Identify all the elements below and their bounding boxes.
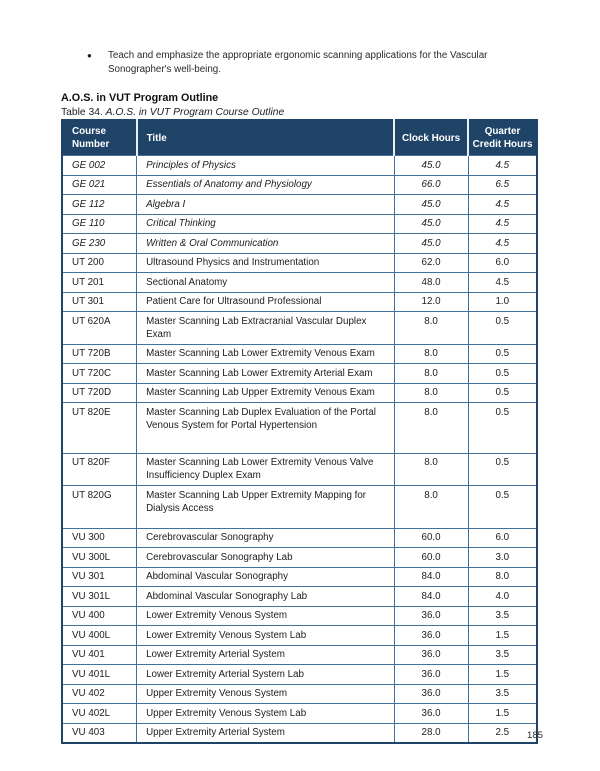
course-number-cell: GE 002 [62, 156, 137, 176]
bullet-text: Teach and emphasize the appropriate ergonomic scanning applications for the Vascular Sonographer's well-being. [108, 50, 488, 75]
table-row [62, 344, 537, 364]
course-title-cell: Abdominal Vascular Sonography [137, 567, 394, 587]
clock-hours-cell: 8.0 [394, 344, 468, 364]
credit-hours-cell: 2.5 [468, 723, 537, 743]
course-number-cell: VU 300 [62, 528, 137, 548]
clock-hours-cell: 36.0 [394, 665, 468, 685]
course-number-cell: UT 201 [62, 273, 137, 293]
table-row [62, 587, 537, 607]
course-title-cell: Upper Extremity Venous System [137, 684, 394, 704]
table-row [62, 704, 537, 724]
clock-hours-cell: 8.0 [394, 312, 468, 345]
table-row [62, 383, 537, 403]
credit-hours-cell: 1.5 [468, 626, 537, 646]
course-title-cell: Abdominal Vascular Sonography Lab [137, 587, 394, 607]
course-number-cell: VU 400 [62, 606, 137, 626]
credit-hours-cell: 0.5 [468, 312, 537, 345]
bullet-marker: ● [87, 51, 92, 60]
course-title-cell: Critical Thinking [137, 214, 394, 234]
clock-hours-cell: 45.0 [394, 234, 468, 254]
column-header-title: Title [137, 120, 394, 156]
credit-hours-cell: 4.5 [468, 214, 537, 234]
table-row [62, 195, 537, 215]
table-row [62, 723, 537, 743]
clock-hours-cell: 8.0 [394, 364, 468, 384]
course-number-cell: VU 401 [62, 645, 137, 665]
table-row [62, 214, 537, 234]
clock-hours-cell: 48.0 [394, 273, 468, 293]
table-row [62, 156, 537, 176]
clock-hours-cell: 8.0 [394, 486, 468, 529]
credit-hours-cell: 4.5 [468, 234, 537, 254]
course-number-cell: GE 112 [62, 195, 137, 215]
course-table-body [62, 156, 537, 744]
table-row [62, 548, 537, 568]
clock-hours-cell: 62.0 [394, 253, 468, 273]
course-number-cell: VU 301 [62, 567, 137, 587]
course-title-cell: Ultrasound Physics and Instrumentation [137, 253, 394, 273]
clock-hours-cell: 45.0 [394, 195, 468, 215]
course-title-cell: Upper Extremity Arterial System [137, 723, 394, 743]
course-title-cell: Lower Extremity Venous System Lab [137, 626, 394, 646]
credit-hours-cell: 3.5 [468, 684, 537, 704]
page-number: 185 [526, 730, 543, 741]
course-number-cell: UT 820G [62, 486, 137, 529]
course-number-cell: VU 300L [62, 548, 137, 568]
table-header [62, 120, 537, 156]
course-number-cell: VU 301L [62, 587, 137, 607]
course-title-cell: Master Scanning Lab Lower Extremity Venous Valve Insufficiency Duplex Exam [137, 453, 394, 486]
credit-hours-cell: 4.0 [468, 587, 537, 607]
table-row [62, 665, 537, 685]
table-row [62, 273, 537, 293]
credit-hours-cell: 3.5 [468, 606, 537, 626]
section-heading: A.O.S. in VUT Program Outline [61, 92, 219, 104]
clock-hours-cell: 8.0 [394, 383, 468, 403]
table-row [62, 626, 537, 646]
column-header-quarter-credit-hours: Quarter Credit Hours [468, 120, 537, 156]
course-number-cell: UT 620A [62, 312, 137, 345]
credit-hours-cell: 3.5 [468, 645, 537, 665]
course-outline-table [61, 119, 538, 744]
credit-hours-cell: 0.5 [468, 486, 537, 529]
course-number-cell: VU 401L [62, 665, 137, 685]
table-row [62, 234, 537, 254]
course-title-cell: Lower Extremity Arterial System [137, 645, 394, 665]
course-title-cell: Cerebrovascular Sonography [137, 528, 394, 548]
course-number-cell: GE 110 [62, 214, 137, 234]
course-title-cell: Master Scanning Lab Lower Extremity Arterial Exam [137, 364, 394, 384]
credit-hours-cell: 4.5 [468, 156, 537, 176]
course-title-cell: Master Scanning Lab Upper Extremity Venous Exam [137, 383, 394, 403]
table-row [62, 364, 537, 384]
clock-hours-cell: 84.0 [394, 567, 468, 587]
clock-hours-cell: 36.0 [394, 606, 468, 626]
course-title-cell: Algebra I [137, 195, 394, 215]
clock-hours-cell: 36.0 [394, 645, 468, 665]
clock-hours-cell: 36.0 [394, 626, 468, 646]
table-row [62, 684, 537, 704]
credit-hours-cell: 0.5 [468, 383, 537, 403]
course-number-cell: VU 403 [62, 723, 137, 743]
clock-hours-cell: 60.0 [394, 548, 468, 568]
credit-hours-cell: 1.5 [468, 665, 537, 685]
table-caption [61, 107, 560, 118]
clock-hours-cell: 45.0 [394, 214, 468, 234]
clock-hours-cell: 28.0 [394, 723, 468, 743]
course-title-cell: Master Scanning Lab Lower Extremity Venous Exam [137, 344, 394, 364]
table-row [62, 312, 537, 345]
course-number-cell: UT 200 [62, 253, 137, 273]
credit-hours-cell: 4.5 [468, 273, 537, 293]
table-row [62, 403, 537, 454]
table-row [62, 528, 537, 548]
course-title-cell: Written & Oral Communication [137, 234, 394, 254]
table-caption-title: A.O.S. in VUT Program Course Outline [105, 107, 285, 118]
credit-hours-cell: 4.5 [468, 195, 537, 215]
course-title-cell: Master Scanning Lab Extracranial Vascular Duplex Exam [137, 312, 394, 345]
table-row [62, 253, 537, 273]
course-title-cell: Principles of Physics [137, 156, 394, 176]
table-row [62, 175, 537, 195]
course-title-cell: Master Scanning Lab Duplex Evaluation of the Portal Venous System for Portal Hypertension [137, 403, 394, 454]
table-row [62, 486, 537, 529]
credit-hours-cell: 6.0 [468, 253, 537, 273]
clock-hours-cell: 8.0 [394, 403, 468, 454]
course-title-cell: Patient Care for Ultrasound Professional [137, 292, 394, 312]
course-title-cell: Cerebrovascular Sonography Lab [137, 548, 394, 568]
course-number-cell: GE 021 [62, 175, 137, 195]
clock-hours-cell: 12.0 [394, 292, 468, 312]
course-title-cell: Lower Extremity Venous System [137, 606, 394, 626]
course-title-cell: Sectional Anatomy [137, 273, 394, 293]
course-number-cell: VU 402L [62, 704, 137, 724]
table-header-row [62, 120, 537, 156]
course-title-cell: Master Scanning Lab Upper Extremity Mapping for Dialysis Access [137, 486, 394, 529]
credit-hours-cell: 0.5 [468, 344, 537, 364]
course-number-cell: GE 230 [62, 234, 137, 254]
credit-hours-cell: 1.5 [468, 704, 537, 724]
course-number-cell: UT 720B [62, 344, 137, 364]
clock-hours-cell: 45.0 [394, 156, 468, 176]
table-caption-number: Table 34. [61, 107, 106, 118]
course-number-cell: UT 820F [62, 453, 137, 486]
credit-hours-cell: 1.0 [468, 292, 537, 312]
credit-hours-cell: 8.0 [468, 567, 537, 587]
table-row [62, 645, 537, 665]
credit-hours-cell: 0.5 [468, 453, 537, 486]
course-title-cell: Essentials of Anatomy and Physiology [137, 175, 394, 195]
clock-hours-cell: 60.0 [394, 528, 468, 548]
table-row [62, 453, 537, 486]
course-number-cell: UT 301 [62, 292, 137, 312]
course-number-cell: UT 820E [62, 403, 137, 454]
credit-hours-cell: 0.5 [468, 364, 537, 384]
course-number-cell: UT 720C [62, 364, 137, 384]
course-number-cell: UT 720D [62, 383, 137, 403]
clock-hours-cell: 66.0 [394, 175, 468, 195]
credit-hours-cell: 6.5 [468, 175, 537, 195]
clock-hours-cell: 8.0 [394, 453, 468, 486]
column-header-course-number: Course Number [62, 120, 137, 156]
column-header-clock-hours: Clock Hours [394, 120, 468, 156]
clock-hours-cell: 84.0 [394, 587, 468, 607]
bullet-item [87, 49, 560, 77]
credit-hours-cell: 3.0 [468, 548, 537, 568]
course-title-cell: Lower Extremity Arterial System Lab [137, 665, 394, 685]
course-number-cell: VU 402 [62, 684, 137, 704]
clock-hours-cell: 36.0 [394, 684, 468, 704]
credit-hours-cell: 0.5 [468, 403, 537, 454]
credit-hours-cell: 6.0 [468, 528, 537, 548]
table-row [62, 567, 537, 587]
table-row [62, 606, 537, 626]
table-row [62, 292, 537, 312]
clock-hours-cell: 36.0 [394, 704, 468, 724]
course-number-cell: VU 400L [62, 626, 137, 646]
course-title-cell: Upper Extremity Venous System Lab [137, 704, 394, 724]
